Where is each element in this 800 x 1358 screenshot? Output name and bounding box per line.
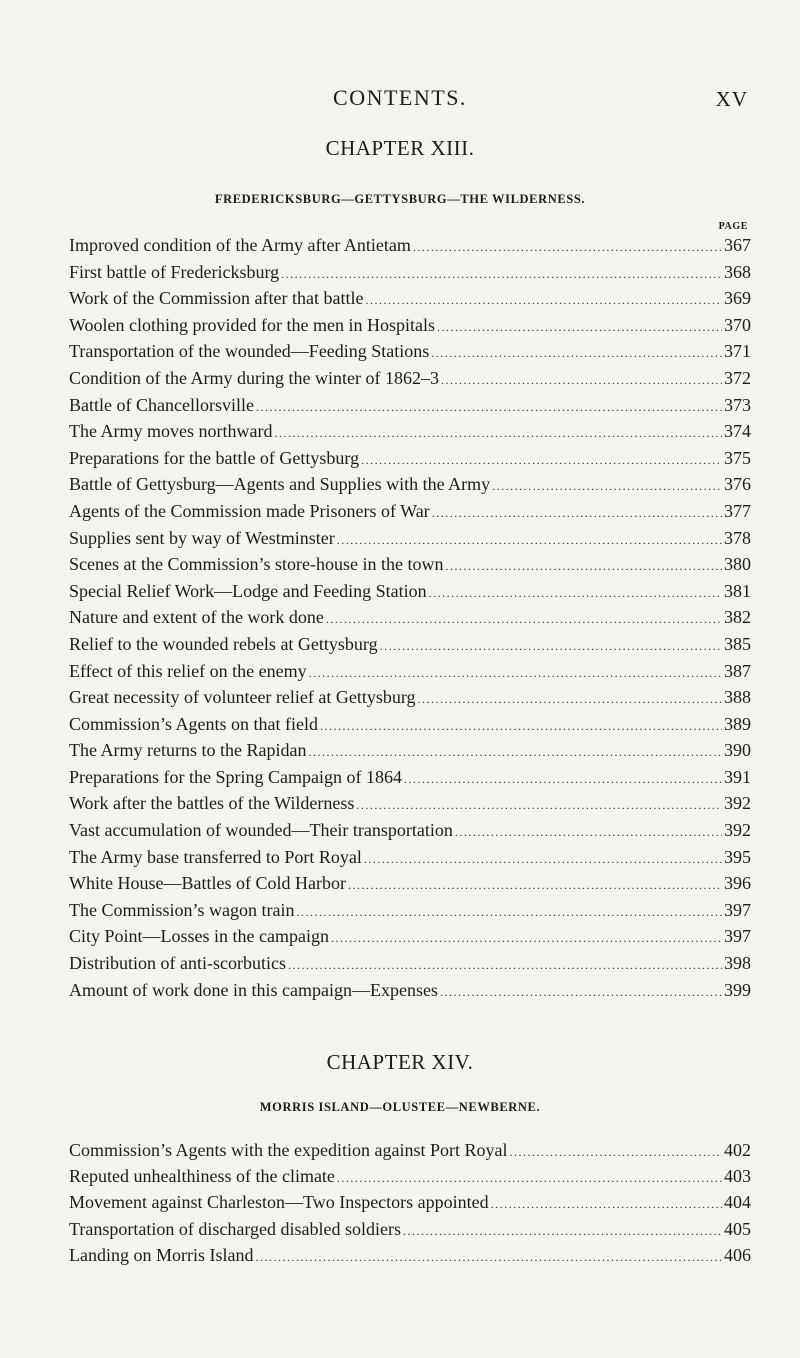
- entry-title: Transportation of discharged disabled soldiers: [69, 1218, 401, 1239]
- entry-title: Battle of Chancellorsville: [69, 394, 254, 415]
- toc-entry: [69, 315, 751, 342]
- entry-title: Reputed unhealthiness of the climate: [69, 1166, 335, 1187]
- dot-leader: [255, 1250, 722, 1265]
- dot-leader: [348, 878, 722, 893]
- entry-page-number: 367: [724, 235, 751, 255]
- entry-page-number: 395: [724, 846, 751, 867]
- entry-page-number: 399: [724, 979, 751, 1000]
- dot-leader: [413, 240, 722, 255]
- toc-entry: [69, 395, 751, 422]
- dot-leader: [296, 905, 722, 920]
- toc-entry: [69, 873, 751, 900]
- dot-leader: [364, 852, 722, 867]
- dot-leader: [288, 958, 722, 973]
- toc-entry: [69, 1219, 751, 1245]
- dot-leader: [445, 559, 722, 574]
- dot-leader: [492, 479, 722, 494]
- dot-leader: [326, 612, 722, 627]
- entry-page-number: 375: [724, 447, 751, 468]
- toc-entry: [69, 581, 751, 608]
- dot-leader: [437, 320, 722, 335]
- entry-page-number: 372: [724, 367, 751, 388]
- entry-title: Vast accumulation of wounded—Their transportation: [69, 820, 453, 841]
- dot-leader: [361, 453, 722, 468]
- entry-title: Improved condition of the Army after Antietam: [69, 235, 411, 255]
- toc-entry: [69, 341, 751, 368]
- toc-entry: [69, 368, 751, 395]
- toc-entry: [69, 847, 751, 874]
- dot-leader: [320, 719, 722, 734]
- dot-leader: [403, 1224, 722, 1239]
- entry-title: Amount of work done in this campaign—Expenses: [69, 979, 438, 1000]
- entry-title: Effect of this relief on the enemy: [69, 660, 307, 681]
- entry-page-number: 402: [724, 1140, 751, 1160]
- toc-entry: [69, 474, 751, 501]
- running-title: CONTENTS.: [333, 85, 467, 110]
- toc-entry: [69, 501, 751, 528]
- dot-leader: [510, 1145, 723, 1160]
- toc-entry: [69, 793, 751, 820]
- page-number: XV: [715, 87, 748, 111]
- entry-page-number: 373: [724, 394, 751, 415]
- toc-entry: [69, 421, 751, 448]
- entry-title: Great necessity of volunteer relief at Gettysburg: [69, 687, 416, 708]
- entry-page-number: 374: [724, 421, 751, 442]
- entry-page-number: 397: [724, 926, 751, 947]
- entry-title: Battle of Gettysburg—Agents and Supplies with the Army: [69, 474, 491, 495]
- entry-page-number: 371: [724, 341, 751, 362]
- toc-entry: [69, 687, 751, 714]
- entry-title: Movement against Charleston—Two Inspectors appointed: [69, 1192, 489, 1213]
- toc-entry: [69, 288, 751, 315]
- entry-page-number: 381: [724, 580, 751, 601]
- dot-leader: [331, 931, 722, 946]
- entry-title: The Army returns to the Rapidan: [69, 740, 307, 761]
- entry-page-number: 403: [724, 1166, 751, 1187]
- toc-entry: [69, 953, 751, 980]
- dot-leader: [432, 506, 722, 521]
- toc-entry: [69, 926, 751, 953]
- toc-entry: [69, 767, 751, 794]
- chapter-14-heading: CHAPTER XIV.: [326, 1050, 474, 1074]
- page-column-label: PAGE: [718, 221, 748, 232]
- entry-title: Supplies sent by way of Westminster: [69, 527, 335, 548]
- entry-page-number: 396: [724, 873, 751, 894]
- chapter-13-contents-list: [69, 235, 751, 1006]
- entry-title: Commission’s Agents on that field: [69, 713, 319, 734]
- entry-title: First battle of Fredericksburg: [69, 261, 280, 282]
- toc-entry: [69, 634, 751, 661]
- entry-title: Work after the battles of the Wilderness: [69, 793, 355, 814]
- dot-leader: [404, 772, 722, 787]
- toc-entry: [69, 740, 751, 767]
- entry-title: Work of the Commission after that battle: [69, 288, 364, 309]
- chapter-13-subtitle: FREDERICKSBURG—GETTYSBURG—THE WILDERNESS.: [214, 192, 586, 206]
- dot-leader: [356, 798, 722, 813]
- entry-page-number: 378: [724, 527, 751, 548]
- entry-title: Condition of the Army during the winter of 1862–3: [69, 367, 439, 388]
- entry-title: City Point—Losses in the campaign: [69, 926, 329, 947]
- entry-title: Distribution of anti-scorbutics: [69, 953, 286, 974]
- entry-title: Agents of the Commission made Prisoners of War: [69, 500, 430, 521]
- toc-entry: [69, 1166, 751, 1192]
- dot-leader: [380, 639, 722, 654]
- entry-page-number: 405: [724, 1218, 751, 1239]
- entry-page-number: 392: [724, 793, 751, 814]
- dot-leader: [491, 1197, 722, 1212]
- entry-title: The Army moves northward: [69, 421, 273, 442]
- entry-page-number: 397: [724, 899, 751, 920]
- toc-entry: [69, 448, 751, 475]
- entry-page-number: 392: [724, 820, 751, 841]
- entry-title: Woolen clothing provided for the men in Hospitals: [69, 314, 435, 335]
- entry-title: Preparations for the Spring Campaign of 1864: [69, 766, 402, 787]
- dot-leader: [440, 985, 722, 1000]
- chapter-14-contents-list: [69, 1140, 751, 1271]
- toc-entry: [69, 528, 751, 555]
- dot-leader: [418, 692, 722, 707]
- entry-page-number: 385: [724, 633, 751, 654]
- toc-entry: [69, 607, 751, 634]
- toc-entry: [69, 262, 751, 289]
- entry-page-number: 404: [724, 1192, 751, 1213]
- dot-leader: [308, 745, 722, 760]
- entry-page-number: 382: [724, 607, 751, 628]
- entry-page-number: 369: [724, 288, 751, 309]
- entry-page-number: 391: [724, 766, 751, 787]
- entry-page-number: 398: [724, 953, 751, 974]
- entry-page-number: 370: [724, 314, 751, 335]
- entry-page-number: 377: [724, 500, 751, 521]
- entry-title: Landing on Morris Island: [69, 1244, 254, 1265]
- toc-entry: [69, 1245, 751, 1271]
- entry-title: Nature and extent of the work done: [69, 607, 324, 628]
- entry-title: White House—Battles of Cold Harbor: [69, 873, 346, 894]
- entry-page-number: 376: [724, 474, 751, 495]
- chapter-14-subtitle: MORRIS ISLAND—OLUSTEE—NEWBERNE.: [259, 1100, 541, 1114]
- toc-entry: [69, 1140, 751, 1166]
- running-head: [0, 85, 800, 115]
- toc-entry: [69, 980, 751, 1007]
- dot-leader: [429, 586, 722, 601]
- chapter-13-heading: CHAPTER XIII.: [325, 136, 475, 160]
- toc-entry: [69, 900, 751, 927]
- dot-leader: [441, 373, 722, 388]
- dot-leader: [337, 533, 722, 548]
- dot-leader: [366, 293, 723, 308]
- dot-leader: [274, 426, 722, 441]
- toc-entry: [69, 820, 751, 847]
- entry-title: The Commission’s wagon train: [69, 899, 295, 920]
- entry-title: Transportation of the wounded—Feeding Stations: [69, 341, 430, 362]
- dot-leader: [256, 400, 722, 415]
- toc-entry: [69, 1192, 751, 1218]
- entry-page-number: 368: [724, 261, 751, 282]
- dot-leader: [455, 825, 722, 840]
- toc-entry: [69, 554, 751, 581]
- toc-entry: [69, 714, 751, 741]
- entry-title: Special Relief Work—Lodge and Feeding Station: [69, 580, 427, 601]
- entry-title: Commission’s Agents with the expedition against Port Royal: [69, 1140, 508, 1160]
- entry-page-number: 388: [724, 687, 751, 708]
- dot-leader: [309, 666, 722, 681]
- entry-page-number: 380: [724, 554, 751, 575]
- dot-leader: [281, 267, 722, 282]
- entry-title: Scenes at the Commission’s store-house in the town: [69, 554, 444, 575]
- entry-page-number: 387: [724, 660, 751, 681]
- dot-leader: [431, 346, 722, 361]
- dot-leader: [337, 1171, 722, 1186]
- entry-title: Preparations for the battle of Gettysburg: [69, 447, 360, 468]
- entry-page-number: 390: [724, 740, 751, 761]
- toc-entry: [69, 235, 751, 262]
- toc-entry: [69, 661, 751, 688]
- entry-page-number: 406: [724, 1244, 751, 1265]
- entry-title: Relief to the wounded rebels at Gettysburg: [69, 633, 378, 654]
- entry-page-number: 389: [724, 713, 751, 734]
- entry-title: The Army base transferred to Port Royal: [69, 846, 362, 867]
